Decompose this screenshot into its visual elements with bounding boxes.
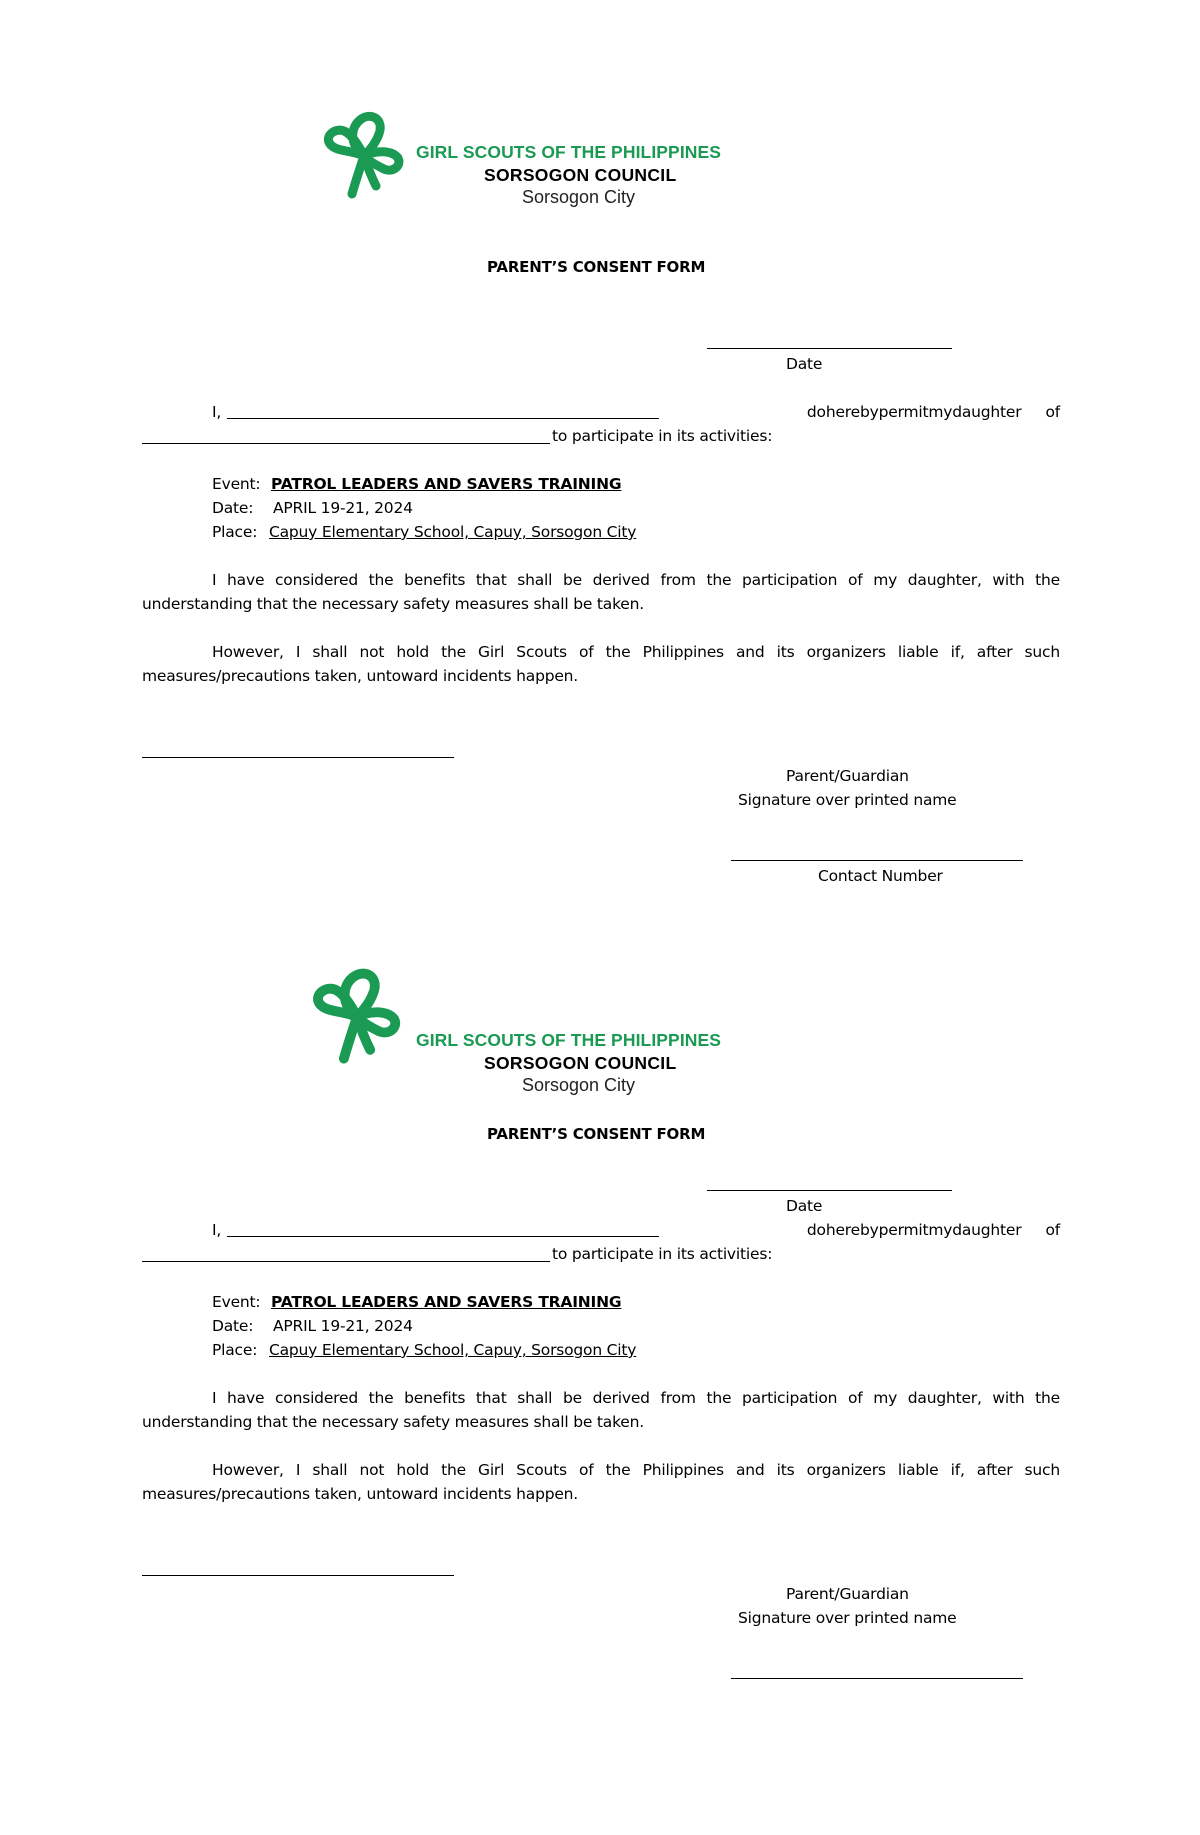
school-name-line[interactable] xyxy=(142,1261,550,1262)
left-signature-line[interactable] xyxy=(142,1575,454,1576)
date-value: APRIL 19-21, 2024 xyxy=(273,1317,413,1335)
intro-do: do xyxy=(806,403,826,421)
intro-hereby: hereby xyxy=(825,403,879,421)
contact-number-label: Contact Number xyxy=(818,867,943,885)
intro-line-1 xyxy=(212,1218,1060,1242)
contact-number-line[interactable] xyxy=(731,1678,1023,1679)
date-signature-line[interactable] xyxy=(707,1190,952,1191)
signature-label: Signature over printed name xyxy=(738,791,957,809)
parent-name-line[interactable] xyxy=(227,1236,659,1237)
intro-i: I, xyxy=(212,1221,222,1239)
liability-paragraph: However, I shall not hold the Girl Scouts of the Philippines and its organizers liable if, after such measures/precautions taken, untoward incidents happen. xyxy=(142,1461,1060,1503)
council-city: Sorsogon City xyxy=(522,187,636,207)
date-label: Date xyxy=(786,1197,823,1215)
parent-guardian-label: Parent/Guardian xyxy=(786,767,909,785)
intro-participate: to participate in its activities: xyxy=(552,427,773,445)
signature-label: Signature over printed name xyxy=(738,1609,957,1627)
intro-my: my xyxy=(928,403,953,421)
benefits-paragraph: I have considered the benefits that shall be derived from the participation of my daughter, with the understanding that the necessary safety measures shall be taken. xyxy=(142,1389,1060,1431)
place-row xyxy=(212,1338,636,1362)
event-value: PATROL LEADERS AND SAVERS TRAINING xyxy=(271,475,622,493)
date-label: Date xyxy=(786,355,823,373)
org-name: GIRL SCOUTS OF THE PHILIPPINES xyxy=(416,142,722,162)
date-value: APRIL 19-21, 2024 xyxy=(273,499,413,517)
intro-participate: to participate in its activities: xyxy=(552,1245,773,1263)
org-name: GIRL SCOUTS OF THE PHILIPPINES xyxy=(416,1030,722,1050)
trefoil-ribbon-icon xyxy=(311,965,403,1069)
event-label: Event: xyxy=(212,475,261,493)
event-row xyxy=(212,1290,621,1314)
council-name: SORSOGON COUNCIL xyxy=(484,165,677,185)
council-name: SORSOGON COUNCIL xyxy=(484,1053,677,1073)
benefits-paragraph: I have considered the benefits that shall be derived from the participation of my daughter, with the understanding that the necessary safety measures shall be taken. xyxy=(142,571,1060,613)
intro-hereby: hereby xyxy=(825,1221,879,1239)
council-city: Sorsogon City xyxy=(522,1075,636,1095)
form-title: PARENT’S CONSENT FORM xyxy=(487,258,706,276)
intro-of: of xyxy=(1045,403,1060,421)
place-label: Place: xyxy=(212,1341,258,1359)
intro-permit: permit xyxy=(878,403,929,421)
event-value: PATROL LEADERS AND SAVERS TRAINING xyxy=(271,1293,622,1311)
date-row xyxy=(212,1314,413,1338)
date-field-label: Date: xyxy=(212,499,254,517)
date-field-label: Date: xyxy=(212,1317,254,1335)
intro-permit: permit xyxy=(878,1221,929,1239)
form-title: PARENT’S CONSENT FORM xyxy=(487,1125,706,1143)
intro-daughter: daughter xyxy=(952,403,1022,421)
parent-guardian-label: Parent/Guardian xyxy=(786,1585,909,1603)
intro-my: my xyxy=(928,1221,953,1239)
place-label: Place: xyxy=(212,523,258,541)
intro-do: do xyxy=(806,1221,826,1239)
event-label: Event: xyxy=(212,1293,261,1311)
liability-paragraph: However, I shall not hold the Girl Scouts of the Philippines and its organizers liable if, after such measures/precautions taken, untoward incidents happen. xyxy=(142,643,1060,685)
intro-i: I, xyxy=(212,403,222,421)
intro-daughter: daughter xyxy=(952,1221,1022,1239)
intro-of: of xyxy=(1045,1221,1060,1239)
place-value: Capuy Elementary School, Capuy, Sorsogon City xyxy=(269,1341,637,1359)
place-value: Capuy Elementary School, Capuy, Sorsogon City xyxy=(269,523,637,541)
